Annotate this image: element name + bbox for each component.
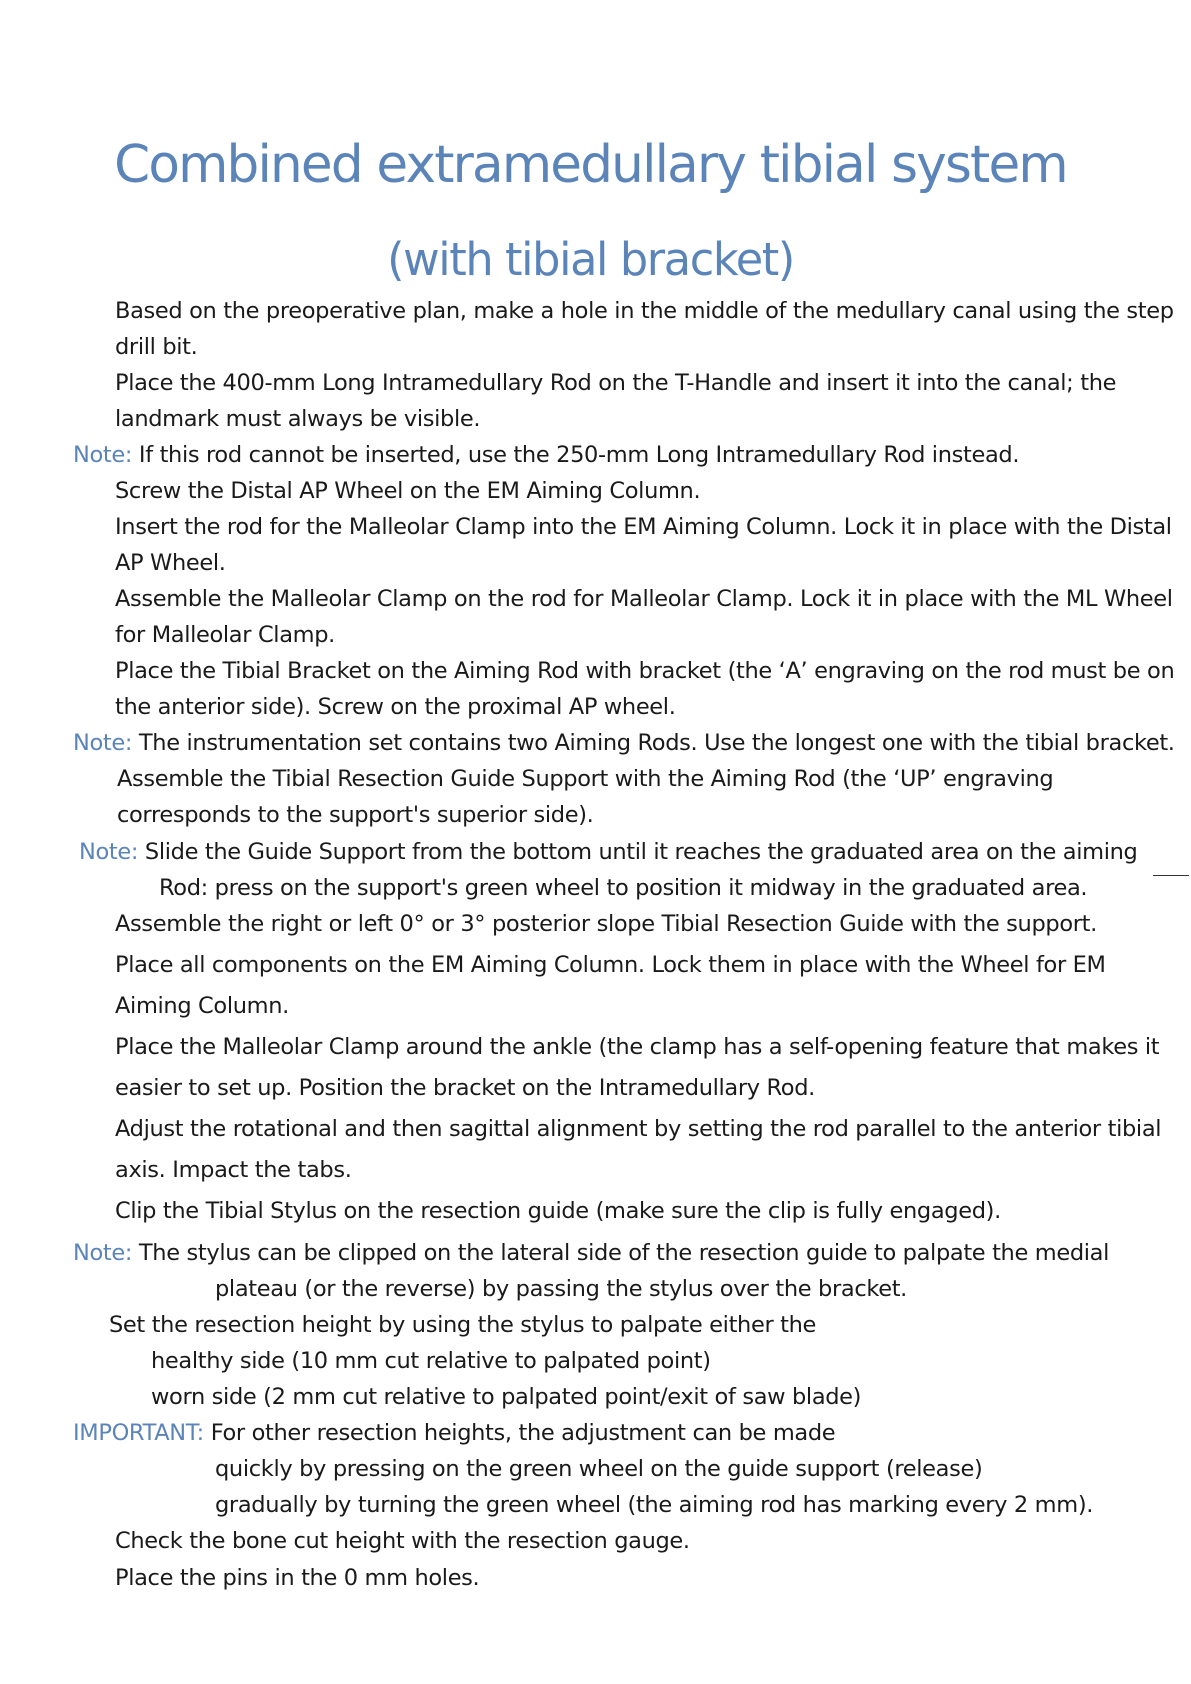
note-label: Note: [73, 730, 133, 756]
note-line [73, 728, 1175, 758]
body-line: for Malleolar Clamp. [115, 622, 335, 648]
body-line: Based on the preoperative plan, make a hole in the middle of the medullary canal using the step [115, 298, 1174, 324]
note-text: The stylus can be clipped on the lateral side of the resection guide to palpate the medial [138, 1240, 1109, 1266]
note-text: Slide the Guide Support from the bottom until it reaches the graduated area on the aiming [144, 839, 1138, 865]
note-label: Note: [73, 1240, 133, 1266]
body-line: Clip the Tibial Stylus on the resection guide (make sure the clip is fully engaged). [115, 1198, 1001, 1224]
important-label: IMPORTANT: [73, 1420, 204, 1446]
sub-item: gradually by turning the green wheel (the aiming rod has marking every 2 mm). [215, 1492, 1094, 1518]
body-line: Place the pins in the 0 mm holes. [115, 1565, 480, 1591]
note-label: Note: [79, 839, 139, 865]
body-line: easier to set up. Position the bracket on the Intramedullary Rod. [115, 1075, 815, 1101]
body-line: Insert the rod for the Malleolar Clamp into the EM Aiming Column. Lock it in place with the Distal [115, 514, 1172, 540]
body-line: Adjust the rotational and then sagittal alignment by setting the rod parallel to the anterior tibial [115, 1116, 1162, 1142]
body-line: Set the resection height by using the stylus to palpate either the [109, 1312, 817, 1338]
body-line: Place the Malleolar Clamp around the ankle (the clamp has a self-opening feature that makes it [115, 1034, 1160, 1060]
note-line [79, 837, 1137, 867]
body-line: Assemble the Malleolar Clamp on the rod for Malleolar Clamp. Lock it in place with the ML Wheel [115, 586, 1173, 612]
page-subtitle: (with tibial bracket) [387, 233, 794, 286]
body-line: Place the Tibial Bracket on the Aiming Rod with bracket (the ‘A’ engraving on the rod must be on [115, 658, 1175, 684]
body-line: axis. Impact the tabs. [115, 1157, 352, 1183]
body-line: Place all components on the EM Aiming Column. Lock them in place with the Wheel for EM [115, 952, 1106, 978]
body-line: corresponds to the support's superior side). [117, 802, 594, 828]
sub-item: quickly by pressing on the green wheel on the guide support (release) [215, 1456, 983, 1482]
note-label: Note: [73, 442, 133, 468]
body-line: landmark must always be visible. [115, 406, 481, 432]
body-line: Check the bone cut height with the resection gauge. [115, 1528, 690, 1554]
body-line: Assemble the Tibial Resection Guide Support with the Aiming Rod (the ‘UP’ engraving [117, 766, 1054, 792]
note-line [73, 440, 1019, 470]
body-line: Screw the Distal AP Wheel on the EM Aiming Column. [115, 478, 701, 504]
body-line: the anterior side). Screw on the proximal AP wheel. [115, 694, 676, 720]
note-text: The instrumentation set contains two Aiming Rods. Use the longest one with the tibial bracket. [138, 730, 1175, 756]
body-line: Place the 400-mm Long Intramedullary Rod on the T-Handle and insert it into the canal; the [115, 370, 1117, 396]
important-line [73, 1418, 835, 1448]
margin-rule [1153, 875, 1189, 876]
note-continuation: Rod: press on the support's green wheel to position it midway in the graduated area. [159, 875, 1088, 901]
note-text: If this rod cannot be inserted, use the 250-mm Long Intramedullary Rod instead. [138, 442, 1020, 468]
body-line: Assemble the right or left 0° or 3° posterior slope Tibial Resection Guide with the support. [115, 911, 1097, 937]
note-continuation: plateau (or the reverse) by passing the stylus over the bracket. [215, 1276, 907, 1302]
body-line: drill bit. [115, 334, 198, 360]
body-line: AP Wheel. [115, 550, 226, 576]
note-line [73, 1238, 1109, 1268]
page-title: Combined extramedullary tibial system [114, 135, 1067, 195]
sub-item: worn side (2 mm cut relative to palpated point/exit of saw blade) [151, 1384, 862, 1410]
body-line: Aiming Column. [115, 993, 289, 1019]
important-text: For other resection heights, the adjustment can be made [210, 1420, 836, 1446]
sub-item: healthy side (10 mm cut relative to palpated point) [151, 1348, 711, 1374]
